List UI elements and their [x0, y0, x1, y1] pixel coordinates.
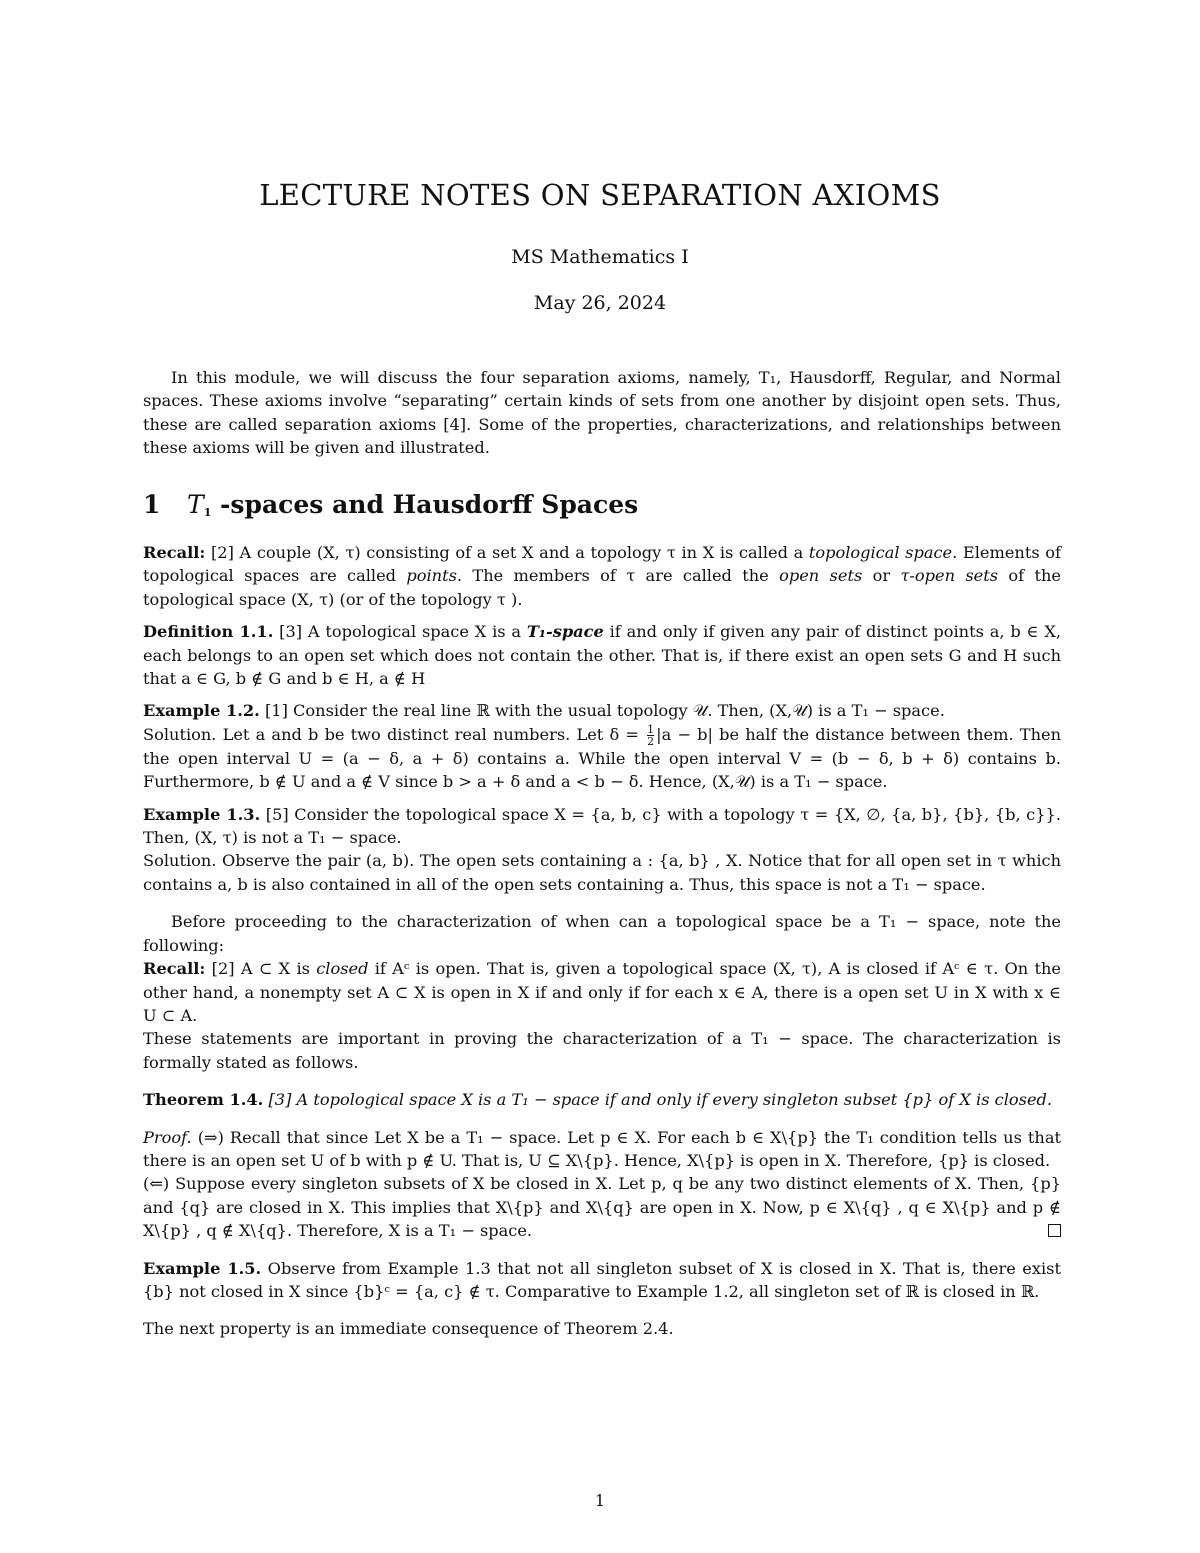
example-1-3 — [143, 803, 1061, 897]
document-author: MS Mathematics I — [511, 246, 689, 268]
before-paragraph: Before proceeding to the characterization of when can a topological space be a T₁ − space, note the following: — [143, 912, 1061, 955]
term-open-sets: open sets — [779, 566, 863, 586]
page-number: 1 — [594, 1491, 606, 1510]
recall-paragraph-2 — [143, 957, 1061, 1027]
recall-label: Recall: — [143, 959, 206, 979]
recall-text: of the topological space (X, τ) (or of the topology τ ). — [143, 566, 1061, 609]
recall-paragraph — [143, 541, 1061, 611]
proof-block — [143, 1126, 1061, 1243]
section-title-text: -spaces and Hausdorff Spaces — [211, 490, 639, 519]
example-label: Example 1.3. — [143, 804, 261, 824]
term-tau-open-sets: τ-open sets — [900, 566, 999, 586]
main-content — [143, 541, 1061, 1341]
proof-label: Proof. — [143, 1127, 192, 1147]
solution-text: Solution. Observe the pair (a, b). The open sets containing a : {a, b} , X. Notice that for all open set in τ which contains a, b is also contained in all of the open sets containing a. Thus, this space is not a T₁ − space. — [143, 851, 1061, 894]
next-property-paragraph: The next property is an immediate consequence of Theorem 2.4. — [143, 1319, 674, 1339]
solution-text: |a − b| be half the distance between them. Then the open interval U = (a − δ, a + δ) contains a. While the open interval V = (b − δ, b + δ) contains b. Furthermore, b ∉ U and a ∉ V since b > a + δ and a < b − δ. Hence, (X,𝒰) is a T₁ − space. — [143, 724, 1061, 792]
recall-text: or — [862, 566, 901, 586]
fraction-one-half — [647, 724, 654, 747]
term-topological-space: topological space — [808, 543, 953, 562]
solution-text: Solution. Let a and b be two distinct real numbers. Let δ = — [143, 724, 646, 744]
recall-text: if Aᶜ is open. That is, given a topological space (X, τ), A is closed if Aᶜ ∈ τ. On the other hand, a nonempty set A ⊂ X is open in X if and only if for each x ∈ A, there is a open set U in X with x ∈ U ⊂ A. — [143, 959, 1061, 1025]
fraction-denominator: 2 — [647, 734, 655, 748]
fraction-numerator: 1 — [647, 722, 655, 736]
abstract-paragraph: In this module, we will discuss the four separation axioms, namely, T₁, Hausdorff, Regular, and Normal spaces. These axioms involve “separating” certain kinds of sets from one another by disjoint open sets. Thus, these are called separation axioms [4]. Some of the properties, characterizations, and relationships between these axioms will be given and illustrated. — [143, 368, 1061, 458]
section-title-math: T — [187, 490, 204, 519]
recall-text: . The members of τ are called the — [456, 566, 780, 586]
example-text: [5] Consider the topological space X = {a, b, c} with a topology τ = {X, ∅, {a, b}, {b}, {b, c}}. Then, (X, τ) is not a T₁ − space. — [143, 804, 1061, 848]
example-1-5 — [143, 1257, 1061, 1304]
example-text: [1] Consider the real line ℝ with the usual topology 𝒰. Then, (X,𝒰) is a T₁ − space. — [259, 701, 945, 721]
definition-1-1 — [143, 620, 1061, 690]
recall-text: [2] A ⊂ X is — [205, 959, 317, 979]
example-label: Example 1.5. — [143, 1258, 262, 1278]
proof-text: (⇐) Suppose every singleton subsets of X be closed in X. Let p, q be any two distinct elements of X. Then, {p} and {q} are closed in X. This implies that X\{p} and X\{q} are open in X. Now, p ∈ X\{q} , q ∈ X\{p} and p ∉ X\{p} , q ∉ X\{q}. Therefore, X is a T₁ − space. — [143, 1174, 1061, 1241]
definition-text: [3] A topological space X is a — [273, 622, 527, 642]
term-points: points — [406, 566, 457, 586]
recall-label: Recall: — [143, 543, 206, 562]
recall-text: . Elements of topological spaces are called — [143, 543, 1061, 586]
definition-label: Definition 1.1. — [143, 622, 274, 642]
section-heading — [143, 490, 638, 519]
document-title: LECTURE NOTES ON SEPARATION AXIOMS — [259, 178, 941, 212]
document-date: May 26, 2024 — [533, 292, 667, 314]
theorem-text: [3] A topological space X is a T₁ − space if and only if every singleton subset {p} of X is closed. — [263, 1090, 1053, 1110]
term-t1-space: T₁-space — [526, 622, 604, 642]
theorem-1-4 — [143, 1088, 1061, 1111]
section-number: 1 — [143, 490, 161, 519]
proof-text: (⇒) Recall that since Let X be a T₁ − space. Let p ∈ X. For each b ∈ X\{p} the T₁ condition tells us that there is an open set U of b with p ∉ U. That is, U ⊆ X\{p}. Hence, X\{p} is open in X. Therefore, {p} is closed. — [143, 1127, 1061, 1170]
example-text: Observe from Example 1.3 that not all singleton subset of X is closed in X. That is, there exist {b} not closed in X since {b}ᶜ = {a, c} ∉ τ. Comparative to Example 1.2, all singleton set of ℝ is closed in ℝ. — [143, 1258, 1061, 1301]
section-title-subscript: 1 — [203, 506, 212, 519]
example-label: Example 1.2. — [143, 701, 260, 721]
example-1-2 — [143, 699, 1061, 793]
theorem-label: Theorem 1.4. — [143, 1090, 264, 1110]
statements-paragraph: These statements are important in proving the characterization of a T₁ − space. The characterization is formally stated as follows. — [143, 1029, 1061, 1072]
term-closed: closed — [316, 959, 369, 979]
definition-text: if and only if given any pair of distinct points a, b ∈ X, each belongs to an open set which does not contain the other. That is, if there exist an open sets G and H such that a ∈ G, b ∉ G and b ∈ H, a ∉ H — [143, 622, 1061, 689]
recall-text: [2] A couple (X, τ) consisting of a set X and a topology τ in X is called a — [205, 543, 809, 562]
qed-square-icon — [1048, 1224, 1061, 1237]
